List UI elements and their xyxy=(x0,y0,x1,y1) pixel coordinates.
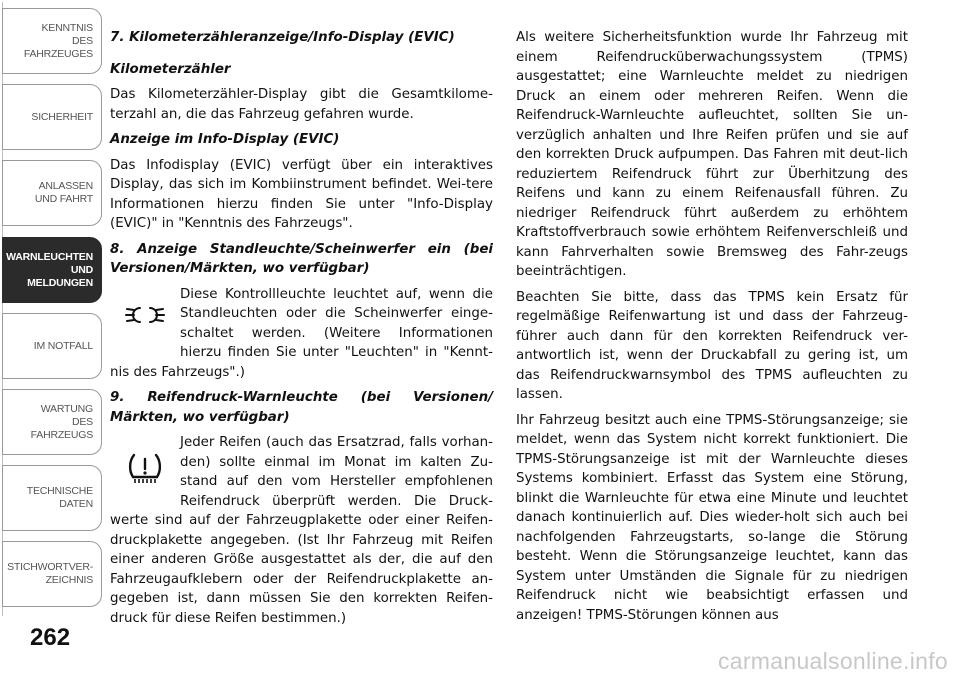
tab-wartung[interactable] xyxy=(2,389,102,455)
tab-label: WARNLEUCHTEN UND MELDUNGEN xyxy=(6,250,93,289)
evic-paragraph: Das Infodisplay (EVIC) verfügt über ein interaktives Display, das sich im Kombiinstrument befindet. Wei-tere Informationen hierzu finden Sie unter "Info-Display (EVIC)" in "Kenntnis des Fahrzeugs". xyxy=(110,157,493,231)
page-number: 262 xyxy=(30,624,71,651)
tab-label: WARTUNG DES FAHRZEUGS xyxy=(30,402,93,441)
section-8-heading: 8. Anzeige Standleuchte/Scheinwerfer ein (bei Versionen/Märkten, wo verfügbar) xyxy=(110,241,493,276)
section-9-body xyxy=(110,433,493,628)
chapter-tabs xyxy=(0,0,104,620)
section-8-paragraph: Diese Kontrollleuchte leuchtet auf, wenn die Standleuchten oder die Scheinwerfer einge-schaltet werden. (Weitere Informationen hierzu finden Sie unter "Leuchten" in "Kennt-nis des Fahrzeugs".) xyxy=(110,286,493,380)
tab-label: IM NOTFALL xyxy=(33,339,93,352)
section-9-heading: 9. Reifendruck-Warnleuchte (bei Versionen/ Märkten, wo verfügbar) xyxy=(110,390,493,425)
right-column xyxy=(516,28,908,631)
left-column xyxy=(110,28,493,634)
tpms-paragraph-1: Als weitere Sicherheitsfunktion wurde Ihr Fahrzeug mit einem Reifendrucküberwachungssystem (TPMS) ausgestattet; eine Warnleuchte meldet zu niedrigen Druck an einem oder mehreren Reifen. Wenn die Reifendruck-Warnleuchte aufleuchtet, sollten Sie un-verzüglich anhalten und Ihre Reifen prüfen und sie auf den korrekten Druck aufpumpen. Das Fahren mit deut-lich reduziertem Reifendruck führt zur Überhitzung des Reifens und kann zu einem Reifenausfall führen. Zu niedriger Reifendruck führt außerdem zu erhöhtem Kraftstoffverbrauch sowie erhöhtem Reifenverschleiß und kann Fahrverhalten sowie Bremsweg des Fahr-zeugs beeinträchtigen. xyxy=(516,30,908,279)
tpms-paragraph-3: Ihr Fahrzeug besitzt auch eine TPMS-Störungsanzeige; sie meldet, wenn das System nicht korrekt funktioniert. Die TPMS-Störungsanzeige ist mit der Warnleuchte dieses Systems kombiniert. Erfasst das System eine Störung, blinkt die Warnleuchte für etwa eine Minute und leuchtet danach kontinuierlich auf. Dies wieder-holt sich auch bei nachfolgenden Fahrzeugstarts, so-lange die Störung besteht. Wenn die Störungsanzeige leuchtet, kann das System unter Umständen die Signale für zu niedrigen Reifendruck nicht wie beabsichtigt erfassen und anzeigen! TPMS-Störungen können aus xyxy=(516,412,908,623)
tab-technische-daten[interactable] xyxy=(2,465,102,531)
odometer-paragraph: Das Kilometerzähler-Display gibt die Gesamtkilome-terzahl an, die das Fahrzeug gefahren wurde. xyxy=(110,87,493,122)
tab-label: SICHERHEIT xyxy=(31,110,93,123)
parking-lights-icon xyxy=(110,285,180,345)
tab-warnleuchten[interactable] xyxy=(2,237,102,303)
section-8-body xyxy=(110,285,493,383)
section-7-heading: 7. Kilometerzähleranzeige/Info-Display (EVIC) xyxy=(110,30,455,45)
tab-notfall[interactable] xyxy=(2,313,102,379)
tab-label: ANLASSEN UND FAHRT xyxy=(34,180,93,205)
odometer-subheading: Kilometerzähler xyxy=(110,61,231,77)
tab-kenntnis[interactable] xyxy=(2,8,102,74)
tab-label: STICHWORTVER- ZEICHNIS xyxy=(7,561,93,586)
tab-label: KENNTNIS DES FAHRZEUGES xyxy=(23,21,93,60)
tab-label: TECHNISCHE DATEN xyxy=(26,485,93,510)
tab-anlassen[interactable] xyxy=(2,160,102,226)
tab-sicherheit[interactable] xyxy=(2,84,102,150)
tab-stichwortverzeichnis[interactable] xyxy=(2,541,102,607)
tire-pressure-warning-icon xyxy=(110,433,180,503)
tpms-paragraph-2: Beachten Sie bitte, dass das TPMS kein Ersatz für regelmäßige Reifenwartung ist und dass der Fahrzeug-führer auch dann für den korrekten Reifendruck ver-antwortlich ist, wenn der Druckabfall zu gering ist, um das Reifendruckwarnsymbol des TPMS aufleuchten zu lassen. xyxy=(516,289,908,402)
watermark: carmanualsonline.info xyxy=(717,648,948,674)
section-9-paragraph: Jeder Reifen (auch das Ersatzrad, falls vorhan-den) sollte einmal im Monat im kalten Zu-stand auf den vom Hersteller empfohlenen Reifendruck überprüft werden. Die Druck-werte sind auf der Fahrzeugplakette oder einer Reifen-druckplakette angegeben. (Ist Ihr Fahrzeug mit Reifen einer anderen Größe ausgestattet als der, die auf den Fahrzeugaufklebern oder der Reifendruckplakette an-gegeben ist, dann müssen Sie den korrekten Reifen-druck für diese Reifen bestimmen.) xyxy=(110,435,493,626)
evic-subheading: Anzeige im Info-Display (EVIC) xyxy=(110,132,340,147)
